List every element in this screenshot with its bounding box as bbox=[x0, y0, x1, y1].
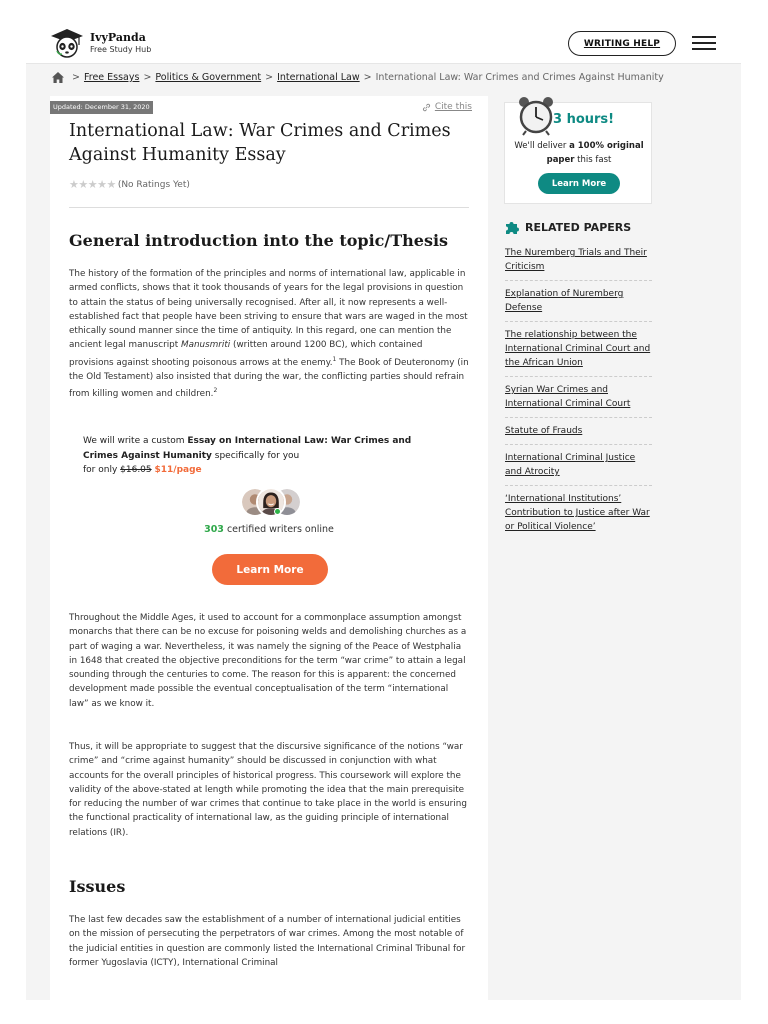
breadcrumb-free-essays[interactable]: Free Essays bbox=[83, 72, 140, 83]
ad-description bbox=[513, 140, 645, 167]
ivypanda-logo-icon bbox=[50, 28, 84, 58]
footnote-1[interactable]: 1 bbox=[332, 355, 337, 363]
paragraph-1 bbox=[69, 267, 469, 402]
writers-online bbox=[50, 524, 488, 535]
related-paper-link[interactable]: Explanation of Nuremberg Defense bbox=[505, 281, 652, 322]
online-status-icon bbox=[274, 508, 281, 515]
paragraph-2: Throughout the Middle Ages, it used to account for a commonplace assumption amongst monarchs that there can be no excuse for poisoning welds and demolishing churches as a part of waging a war. Nevertheless, it was namely the signing of the Peace of Westphalia in 1648 that created the objective preconditions for the term “war crime” to attain a legal sounding through the centuries to come. The reason for this is apparent: the concerned development made possible the eventual conceptualisation of the term “international law” as we know it. bbox=[69, 613, 467, 709]
writing-help-button[interactable]: WRITING HELP bbox=[568, 31, 676, 56]
article-title: International Law: War Crimes and Crimes Against Humanity Essay bbox=[69, 121, 451, 165]
promo-text-a: We will write a custom bbox=[83, 436, 188, 446]
cite-link[interactable] bbox=[422, 102, 472, 112]
puzzle-icon bbox=[505, 220, 519, 234]
related-paper-link[interactable]: ‘International Institutions’ Contribution to Justice after War or Political Violence’ bbox=[505, 494, 650, 532]
footnote-2[interactable]: 2 bbox=[213, 387, 218, 395]
promo-text-b: specifically for you bbox=[211, 450, 300, 461]
related-papers-heading bbox=[505, 220, 631, 234]
paragraph-4: The last few decades saw the establishment of a number of international judicial entities on the mission of persecuting the perpetrators of war crimes. Among the most notable of the judicial entities in question are commonly listed the International Criminal Tribunal for former Yugoslavia (ICTY), International Criminal bbox=[69, 915, 466, 968]
divider bbox=[69, 207, 469, 208]
site-header bbox=[26, 22, 741, 64]
related-paper-link[interactable]: The relationship between the International Criminal Court and the African Union bbox=[505, 322, 652, 377]
new-price: $11/page bbox=[154, 465, 202, 475]
breadcrumb-separator: > bbox=[143, 72, 152, 83]
paragraph-1-text-c: The Book of Deuteronomy (in the Old Testament) also insisted that during the war, the conflicting parties should refrain from killing women and children. bbox=[69, 357, 469, 400]
rating bbox=[69, 178, 190, 191]
writers-online-label: certified writers online bbox=[223, 524, 334, 535]
ad-hours: 3 hours! bbox=[553, 112, 615, 127]
logo[interactable] bbox=[50, 28, 151, 58]
updated-badge: Updated: December 31, 2020 bbox=[50, 101, 153, 114]
menu-icon[interactable] bbox=[692, 36, 716, 50]
related-papers-title: RELATED PAPERS bbox=[525, 220, 632, 234]
ad-text-a: We'll deliver bbox=[514, 141, 570, 151]
related-paper-link[interactable]: The Nuremberg Trials and Their Criticism bbox=[505, 240, 652, 281]
paragraph-1-text-b: (written around 1200 BC), which contained provisions against shooting poisonous arrows at the enemy. bbox=[69, 340, 423, 368]
promo-for-only: for only bbox=[83, 465, 121, 475]
ad-learn-more-button[interactable]: Learn More bbox=[538, 173, 620, 194]
learn-more-button[interactable]: Learn More bbox=[212, 554, 328, 585]
brand-subtitle: Free Study Hub bbox=[90, 45, 152, 54]
rating-stars-icon[interactable]: ★★★★★ bbox=[69, 178, 116, 191]
breadcrumb-separator: > bbox=[265, 72, 274, 83]
breadcrumb-separator: > bbox=[72, 72, 80, 83]
writers-avatars bbox=[240, 487, 302, 517]
writers-count: 303 bbox=[204, 524, 224, 535]
article-card bbox=[50, 96, 488, 1000]
related-paper-link[interactable]: Statute of Frauds bbox=[505, 418, 652, 445]
paragraph-3: Thus, it will be appropriate to suggest that the discursive significance of the notions “war crime” and “crime against humanity” should be discussed in conjunction with what accounts for the overall principles of historical progress. This coursework will explore the validity of the above-stated at length while promoting the idea that the main prerequisite for reducing the number of war crimes that continue to take place in the world is ensuring the functional practicality of international law, as the guiding principle of international relations (IR). bbox=[69, 742, 467, 838]
home-icon[interactable] bbox=[52, 72, 64, 83]
breadcrumb bbox=[52, 72, 664, 83]
alarm-clock-icon bbox=[515, 94, 557, 136]
link-icon bbox=[422, 103, 431, 112]
paragraph-1-italic: Manusmriti bbox=[180, 340, 231, 351]
related-paper-link[interactable]: Syrian War Crimes and International Criminal Court bbox=[505, 377, 652, 418]
section-heading-issues: Issues bbox=[69, 877, 126, 896]
breadcrumb-current: International Law: War Crimes and Crimes Against Humanity bbox=[375, 72, 664, 83]
old-price: $16.05 bbox=[120, 465, 152, 475]
promo-essay-title: Essay on International Law: War Crimes and Crimes Against Humanity bbox=[83, 436, 412, 461]
section-heading-introduction: General introduction into the topic/Thesis bbox=[69, 231, 449, 250]
ad-text-bold: a 100% original paper bbox=[546, 141, 644, 165]
custom-essay-promo bbox=[83, 434, 443, 478]
writer-avatar bbox=[256, 487, 286, 517]
breadcrumb-politics-government[interactable]: Politics & Government bbox=[155, 72, 262, 83]
related-paper-link[interactable]: International Criminal Justice and Atrocity bbox=[505, 445, 652, 486]
rating-label: (No Ratings Yet) bbox=[117, 179, 190, 190]
breadcrumb-international-law[interactable]: International Law bbox=[277, 72, 360, 83]
fast-delivery-ad bbox=[504, 102, 652, 204]
brand-name: IvyPanda bbox=[90, 31, 146, 44]
breadcrumb-separator: > bbox=[363, 72, 372, 83]
ad-text-b: this fast bbox=[574, 154, 612, 165]
cite-this-label[interactable]: Cite this bbox=[434, 102, 472, 112]
related-papers-list bbox=[505, 240, 652, 540]
paragraph-1-text-a: The history of the formation of the principles and norms of international law, applicable in armed conflicts, shows that it took thousands of years for the legal provisions in question to attain the status of being universally recognised. After all, it now represents a well-established fact that people have been striving to ensure that wars are waged in the most ethically sound manner since the time of antiquity. In this regard, one can mention the ancient legal manuscript bbox=[69, 269, 468, 351]
